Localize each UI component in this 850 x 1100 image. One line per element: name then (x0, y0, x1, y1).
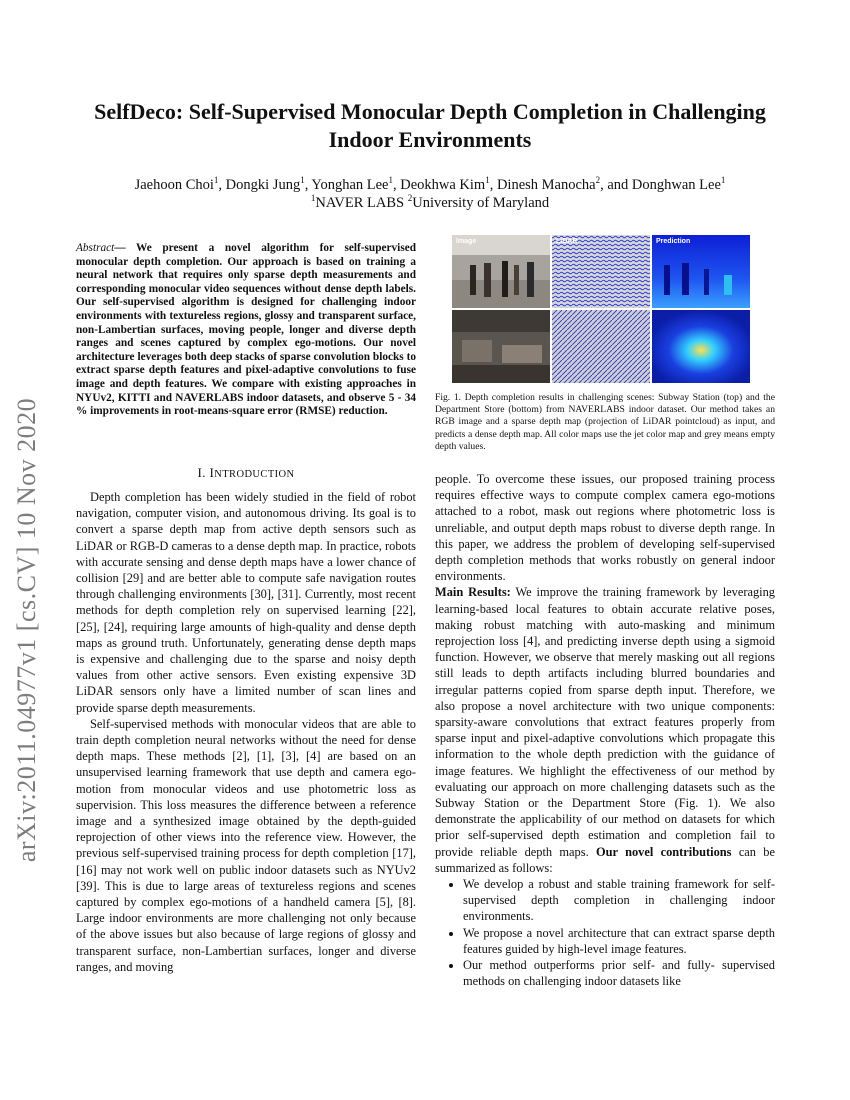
author-name: Yonghan Lee (311, 177, 389, 193)
figure-1 (452, 235, 750, 383)
intro-paragraph-1: Depth completion has been widely studied in the field of robot navigation, computer vision, and autonomous driving. Its goal is to convert a sparse depth map from active depth sensors such as LiDAR or RGB-D cameras to a dense depth map. In practice, robots with accurate sensing and dense depth maps have a lower chance of collision [29] and are better able to compute safe navigation routes through challenging environments [30], [31]. Currently, most recent methods for depth completion rely on supervised learning [22], [25], [24], requiring large amounts of high-quality and dense depth maps as ground truth. Unfortunately, generating dense depth maps is expensive and challenging due to the sparse and noisy depth values from other active sensors. Even existing expensive 3D LiDAR sensors only have a limited number of scan lines and provide sparse depth measurements. (76, 490, 416, 715)
affiliation-mark: 1 (310, 193, 316, 204)
author-affiliation-mark: 1 (388, 175, 393, 186)
figure-caption-number: Fig. 1. (435, 392, 462, 403)
arxiv-stamp-text: arXiv:2011.04977v1 [cs.CV] 10 Nov 2020 (12, 397, 41, 863)
main-results-text: We improve the training framework by leveraging learning-based local features to obtain accurate relative poses, making robust matching with auto-masking and minimum reprojection loss [4], and predicting inverse depth using a sigmoid function. However, we observe that merely masking out all regions still leads to depth artifacts including blurred boundaries and irregular patterns copied from sparse depth input. Therefore, we also propose a novel architecture with two unique components: sparsity-aware convolutions that extract features properly from sparse input and pixel-adaptive convolutions which propagate this information to the whole depth prediction with the guidance of image features. We highlight the effectiveness of our method by evaluating our approach on more challenging datasets such as the Subway Station or the Department Store (Fig. 1). We also demonstrate the applicability of our method on datasets for which prior self-supervised depth estimation and completion fail to provide reliable depth maps. (435, 585, 775, 859)
arxiv-stamp (2, 280, 52, 980)
subway-rgb-image (452, 235, 550, 308)
author-affiliation-mark: 1 (720, 175, 726, 186)
contribution-item: • Our method outperforms prior self- and fully- supervised methods on challenging indoor datasets like (463, 957, 775, 989)
intro-left-column (76, 489, 416, 975)
paper-title: SelfDeco: Self-Supervised Monocular Depth Completion in Challenging Indoor Environments (94, 99, 766, 152)
author-affiliation-mark: 1 (213, 175, 219, 186)
contributions-lead: can be summarized as follows: (435, 844, 775, 875)
store-depth-prediction (652, 310, 750, 383)
author-name: Dinesh Manocha (496, 177, 596, 193)
section-number: I. (197, 465, 206, 480)
subway-lidar-map (552, 235, 650, 308)
contributions-label: Our novel contributions (595, 844, 732, 859)
contributions-list (435, 876, 775, 989)
intro-paragraph-2: Self-supervised methods with monocular videos that are able to train depth completion neural networks without the need for dense depth maps. These methods [2], [1], [3], [4] are based on an unsupervised learning framework that use depth and camera ego-motion from monocular videos and use photometric loss as supervision. This loss measures the difference between a reference image and a synthesized image obtained by the depth-guided reprojection of other views into the reference view. However, the previous self-supervised training process for depth completion [17], [16] may not work well on public indoor datasets such as NYUv2 [39]. This is due to large areas of textureless regions and scenes captured by complex ego-motions of a handheld camera [5], [8]. Large indoor environments are more challenging not only because of the above issues but also because of large regions of glossy and transparent surface, non-Lambertian surfaces, longer and diverse ranges, and moving (76, 716, 416, 974)
section-heading-introduction (76, 465, 416, 481)
abstract-text: We present a novel algorithm for self-supervised monocular depth completion. Our approach is based on training a neural network that requires only sparse depth measurements and corresponding monocular video sequences without dense depth labels. Our self-supervised algorithm is designed for challenging indoor environments with textureless regions, glossy and transparent surface, non-Lambertian surfaces, moving people, longer and diverse depth ranges and scenes captured by complex ego-motions. Our novel architecture leverages both deep stacks of sparse convolution blocks to extract sparse depth features and pixel-adaptive convolutions to fuse image and depth features. We compare with existing approaches in NYUv2, KITTI and NAVERLABS indoor datasets, and observe 5 - 34 % improvements in root-means-square error (RMSE) reduction. (76, 242, 417, 418)
author-name: Jaehoon Choi (134, 177, 214, 193)
figure-label-prediction: Prediction (656, 238, 691, 245)
figure-label-lidar: LiDAR (556, 238, 578, 245)
author-affiliation-mark: 1 (300, 175, 305, 186)
intro-paragraph-3: people. To overcome these issues, our proposed training process requires effective ways to compute complex camera ego-motions attached to a robot, mask out regions where photometric loss is unreliable, and output depth maps robust to diverse depth range. In this paper, we address the problem of developing self-supervised depth completion methods that works robustly on general indoor environments. (435, 472, 775, 584)
main-results-paragraph (435, 584, 775, 876)
figure-1-caption (435, 392, 775, 453)
store-lidar-map (552, 310, 650, 383)
abstract-label: Abstract (76, 242, 115, 254)
section-title-cap: I (209, 465, 215, 480)
store-rgb-image (452, 310, 550, 383)
contribution-item: • We develop a robust and stable training framework for self-supervised depth completion in challenging indoor environments. (463, 876, 775, 925)
intro-right-column (435, 471, 775, 990)
abstract-dash: — (114, 242, 137, 254)
affiliation-umd: University of Maryland (412, 195, 550, 211)
author-name: Deokhwa Kim (400, 177, 486, 193)
affiliations (70, 194, 790, 212)
main-results-label: Main Results: (435, 585, 511, 600)
affiliation-naver: NAVER LABS (315, 195, 405, 211)
author-list: Jaehoon Choi$^1$, Dongki Jung$^1$, Yonghan Lee$^1$, Deokhwa Kim$^1$, Dinesh Manocha$^2$, and Donghwan Lee$^1$ (134, 175, 726, 193)
author-affiliation-mark: 2 (595, 175, 601, 186)
author-name: Dongki Jung (225, 177, 301, 193)
figure-label-image: Image (456, 238, 477, 245)
contribution-item: • We propose a novel architecture that can extract sparse depth features guided by high-level image features. (463, 925, 775, 957)
affiliation-mark: 2 (407, 193, 413, 204)
figure-1-panels (452, 235, 750, 383)
abstract (76, 242, 416, 419)
section-title-rest: NTRODUCTION (214, 469, 295, 480)
figure-caption-text: Depth completion results in challenging scenes: Subway Station (top) and the Department Store (bottom) from NAVERLABS indoor dataset. Our method takes an RGB image and a sparse depth map (projection of LiDAR pointcloud) as input, and predicts a dense depth map. All color maps use the jet color map and grey means empty depth values. (435, 392, 775, 452)
author-name: Donghwan Lee (631, 177, 721, 193)
author-affiliation-mark: 1 (485, 175, 490, 186)
author-conjunction: and (607, 177, 629, 193)
